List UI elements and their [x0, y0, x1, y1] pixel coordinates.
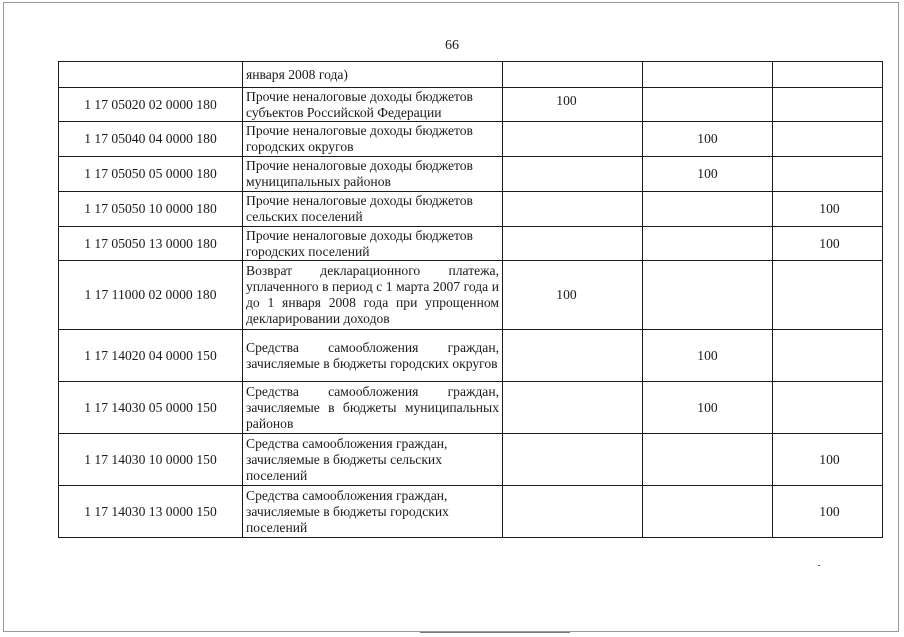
value-cell [503, 486, 643, 538]
value-cell [643, 227, 773, 261]
value-cell [503, 330, 643, 382]
value-cell [643, 261, 773, 330]
name-cell: января 2008 года) [243, 62, 503, 88]
name-cell: Средства самообложения граждан, зачисляемые в бюджеты сельских поселений [243, 434, 503, 486]
code-cell: 1 17 05020 02 0000 180 [59, 88, 243, 122]
page-number: 66 [445, 38, 459, 53]
value-cell [503, 192, 643, 227]
table-row [59, 122, 883, 157]
value-cell [643, 486, 773, 538]
table-row [59, 227, 883, 261]
code-cell: 1 17 14030 13 0000 150 [59, 486, 243, 538]
code-cell [59, 62, 243, 88]
value-cell [773, 261, 883, 330]
table-row [59, 157, 883, 192]
table-row [59, 62, 883, 88]
value-cell [773, 382, 883, 434]
value-cell [773, 330, 883, 382]
value-cell [503, 227, 643, 261]
value-cell [643, 62, 773, 88]
value-cell [503, 382, 643, 434]
table-row [59, 382, 883, 434]
value-cell: 100 [773, 192, 883, 227]
value-cell [643, 192, 773, 227]
table-row [59, 486, 883, 538]
value-cell [503, 434, 643, 486]
budget-table [58, 61, 883, 538]
name-cell: Возврат декларационного платежа, уплаченного в период с 1 марта 2007 года и до 1 января 2008 года при упрощенном декларировании доходов [243, 261, 503, 330]
table-row [59, 88, 883, 122]
code-cell: 1 17 05050 10 0000 180 [59, 192, 243, 227]
name-cell: Средства самообложения граждан, зачисляемые в бюджеты муниципальных районов [243, 382, 503, 434]
value-cell [503, 157, 643, 192]
name-cell: Прочие неналоговые доходы бюджетов субъектов Российской Федерации [243, 88, 503, 122]
name-cell: Средства самообложения граждан, зачисляемые в бюджеты городских округов [243, 330, 503, 382]
value-cell [773, 88, 883, 122]
name-cell: Прочие неналоговые доходы бюджетов муниципальных районов [243, 157, 503, 192]
table-row [59, 192, 883, 227]
name-cell: Прочие неналоговые доходы бюджетов городских поселений [243, 227, 503, 261]
value-cell: 100 [503, 261, 643, 330]
value-cell [773, 157, 883, 192]
value-cell: 100 [643, 157, 773, 192]
code-cell: 1 17 14020 04 0000 150 [59, 330, 243, 382]
value-cell: 100 [773, 227, 883, 261]
value-cell: 100 [643, 330, 773, 382]
footer-rule [420, 632, 570, 633]
code-cell: 1 17 11000 02 0000 180 [59, 261, 243, 330]
code-cell: 1 17 05040 04 0000 180 [59, 122, 243, 157]
table-row [59, 261, 883, 330]
value-cell [503, 122, 643, 157]
value-cell [643, 434, 773, 486]
value-cell: 100 [773, 486, 883, 538]
value-cell: 100 [773, 434, 883, 486]
name-cell: Прочие неналоговые доходы бюджетов городских округов [243, 122, 503, 157]
value-cell: 100 [503, 88, 643, 122]
name-cell: Прочие неналоговые доходы бюджетов сельских поселений [243, 192, 503, 227]
scan-mark [818, 565, 820, 566]
value-cell: 100 [643, 382, 773, 434]
code-cell: 1 17 14030 05 0000 150 [59, 382, 243, 434]
value-cell [503, 62, 643, 88]
value-cell [643, 88, 773, 122]
table-row [59, 434, 883, 486]
value-cell [773, 62, 883, 88]
value-cell [773, 122, 883, 157]
code-cell: 1 17 05050 05 0000 180 [59, 157, 243, 192]
code-cell: 1 17 05050 13 0000 180 [59, 227, 243, 261]
table-row [59, 330, 883, 382]
code-cell: 1 17 14030 10 0000 150 [59, 434, 243, 486]
name-cell: Средства самообложения граждан, зачисляемые в бюджеты городских поселений [243, 486, 503, 538]
value-cell: 100 [643, 122, 773, 157]
